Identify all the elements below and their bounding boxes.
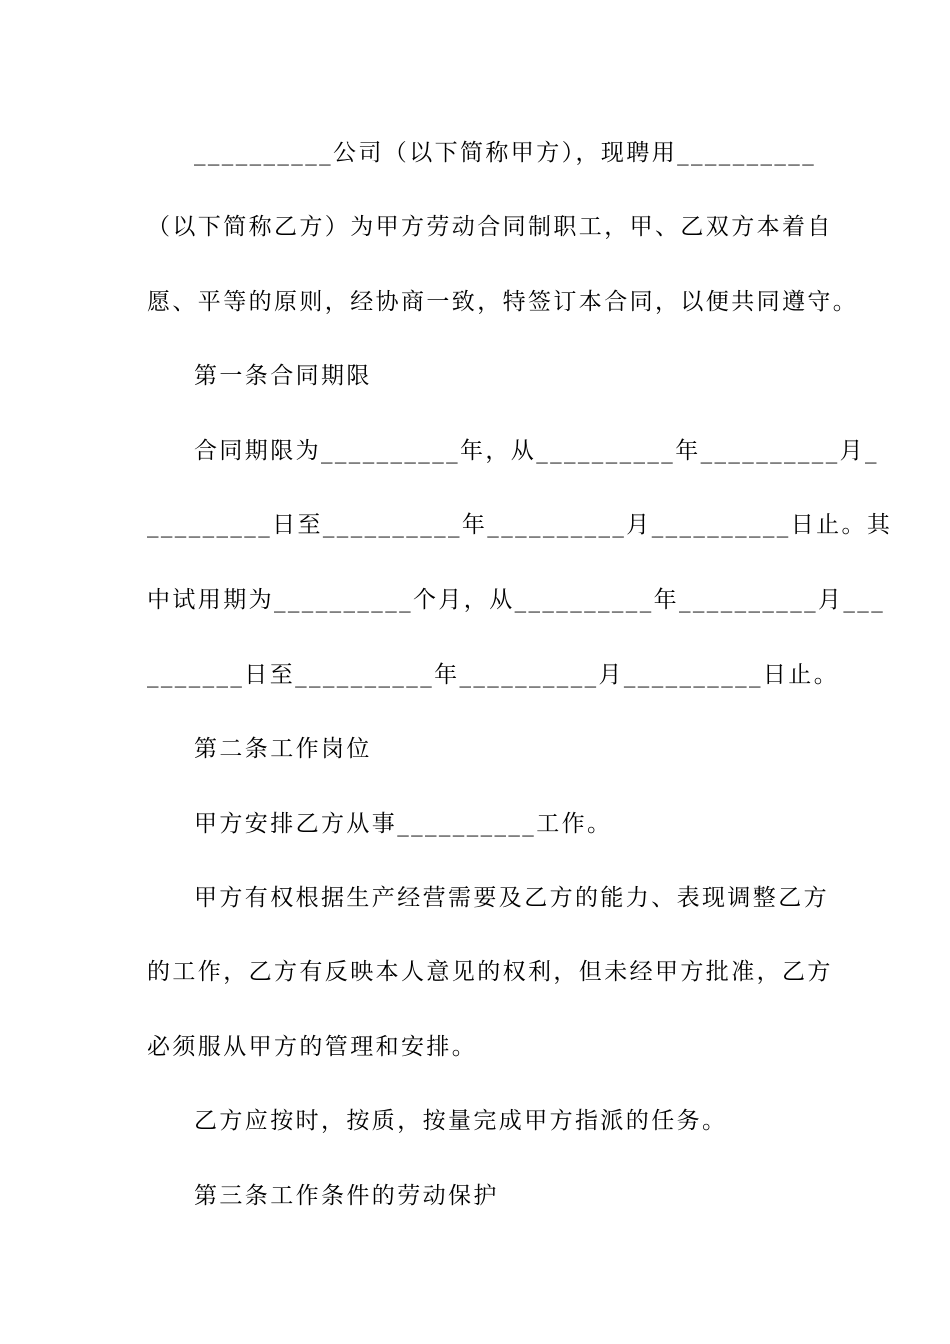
task-line: 乙方应按时，按质，按量完成甲方指派的任务。: [194, 1108, 728, 1134]
adjustment-line-2: 的工作，乙方有反映本人意见的权利，但未经甲方批准，乙方: [147, 959, 833, 985]
contract-intro-line-1: __________公司（以下简称甲方），现聘用__________: [194, 140, 817, 166]
term-line-4: _______日至__________年__________月__________日止。: [147, 662, 840, 688]
adjustment-line-3: 必须服从甲方的管理和安排。: [147, 1034, 478, 1060]
article-2-heading: 第二条工作岗位: [194, 736, 372, 762]
adjustment-line-1: 甲方有权根据生产经营需要及乙方的能力、表现调整乙方: [194, 885, 829, 911]
article-3-heading: 第三条工作条件的劳动保护: [194, 1183, 499, 1209]
contract-intro-line-3: 愿、平等的原则，经协商一致，特签订本合同，以便共同遵守。: [147, 289, 859, 315]
position-line: 甲方安排乙方从事__________工作。: [194, 811, 613, 837]
term-line-3: 中试用期为__________个月，从__________年__________月___: [147, 587, 886, 613]
term-line-1: 合同期限为__________年，从__________年__________月_: [194, 438, 879, 464]
article-1-heading: 第一条合同期限: [194, 363, 372, 389]
contract-intro-line-2: （以下简称乙方）为甲方劳动合同制职工，甲、乙双方本着自: [147, 214, 833, 240]
term-line-2: _________日至__________年__________月__________日止。其: [147, 512, 893, 538]
